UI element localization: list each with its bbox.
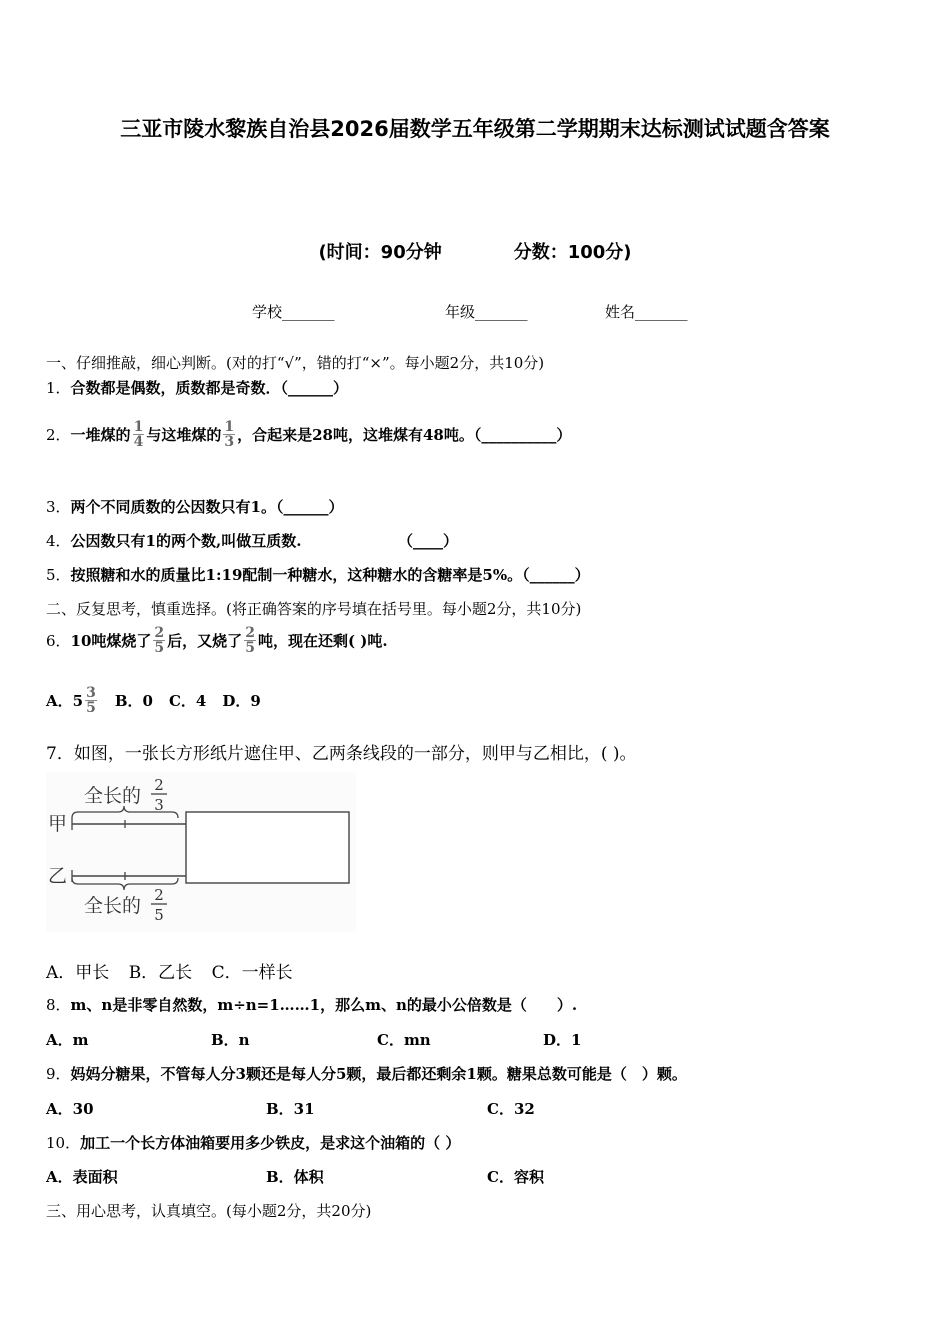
fraction-two-fifths: $\frac{2}{5}$	[154, 624, 165, 656]
yi-label: 乙	[48, 865, 68, 887]
question-text: 加工一个长方体油箱要用多少铁皮，是求这个油箱的（ ）	[80, 1134, 461, 1152]
name-field: 姓名_______	[605, 303, 688, 321]
question-text: m、n是非零自然数，m÷n=1……1，那么m、n的最小公倍数是（ ）.	[70, 996, 578, 1014]
total-score: 分数：100分)	[513, 242, 632, 263]
question-5	[46, 564, 590, 585]
bottom-label-text: 全长的	[84, 895, 142, 917]
question-8	[46, 994, 577, 1015]
option-b: B．0	[114, 691, 153, 710]
section1-heading: 一、仔细推敲，细心判断。(对的打“√”，错的打“×”。每小题2分，共10分)	[46, 354, 545, 372]
question-text: 后，又烧了	[167, 631, 243, 650]
question-text: 妈妈分糖果，不管每人分3颗还是每人分5颗，最后都还剩余1颗。糖果总数可能是（ ）颗。	[70, 1065, 687, 1083]
question-number: 2．	[46, 425, 71, 444]
option-c: C．一样长	[211, 963, 293, 983]
section2-heading: 二、反复思考，慎重选择。(将正确答案的序号填在括号里。每小题2分，共10分)	[46, 600, 582, 618]
question-number: 9．	[46, 1065, 71, 1083]
bottom-fraction-denominator: 5	[154, 906, 164, 924]
segments-diagram	[46, 772, 356, 932]
question-6	[46, 618, 388, 662]
question-9	[46, 1063, 687, 1084]
question-text: 一堆煤的	[70, 425, 131, 444]
question-6-options	[46, 678, 261, 722]
top-fraction-numerator: 2	[154, 776, 164, 794]
question-text: 公因数只有1的两个数,叫做互质数.	[70, 532, 302, 550]
question-number: 8．	[46, 996, 71, 1014]
q9-option-a: A．30	[46, 1100, 94, 1118]
fraction-one-third: $\frac{1}{3}$	[224, 418, 235, 450]
question-number: 3．	[46, 498, 71, 516]
question-2	[46, 412, 571, 456]
question-10	[46, 1132, 460, 1153]
time-limit: (时间：90分钟	[318, 242, 442, 263]
answer-blank: （____）	[398, 532, 459, 550]
q8-option-a: A．m	[46, 1031, 89, 1049]
grade-field: 年级_______	[445, 303, 528, 321]
question-text: 吨，现在还剩( )吨.	[257, 631, 388, 650]
question-3	[46, 496, 344, 517]
question-number: 6．	[46, 631, 71, 650]
question-4	[46, 530, 301, 551]
question-text: 如图，一张长方形纸片遮住甲、乙两条线段的一部分，则甲与乙相比，( )。	[73, 744, 637, 764]
option-a: A．5	[46, 691, 84, 710]
question-text: 10吨煤烧了	[70, 631, 152, 650]
option-c: C．4	[168, 691, 207, 710]
question-number: 7．	[46, 744, 74, 764]
q10-option-a: A．表面积	[46, 1168, 118, 1186]
question-number: 1．	[46, 379, 71, 397]
top-label-text: 全长的	[84, 785, 142, 807]
option-b: B．乙长	[128, 963, 193, 983]
q10-option-c: C．容积	[487, 1168, 544, 1186]
question-number: 10．	[46, 1134, 81, 1152]
option-a: A．甲长	[46, 963, 110, 983]
option-d: D．9	[222, 691, 261, 710]
fraction-two-fifths: $\frac{2}{5}$	[245, 624, 255, 656]
question-7	[46, 739, 637, 764]
question-text: 两个不同质数的公因数只有1。（______）	[70, 498, 344, 516]
question-7-figure	[46, 772, 356, 932]
q8-option-b: B．n	[211, 1031, 250, 1049]
question-text: 合数都是偶数，质数都是奇数．（______）	[70, 379, 349, 397]
question-text: 与这堆煤的	[146, 425, 222, 444]
page-title: 三亚市陵水黎族自治县2026届数学五年级第二学期期末达标测试试题含答案	[120, 117, 830, 141]
fraction-one-quarter: $\frac{1}{4}$	[133, 418, 144, 450]
section3-heading: 三、用心思考，认真填空。(每小题2分，共20分)	[46, 1202, 372, 1220]
q10-option-b: B．体积	[266, 1168, 324, 1186]
q9-option-c: C．32	[487, 1100, 535, 1118]
top-fraction-denominator: 3	[154, 796, 164, 814]
q8-option-d: D．1	[543, 1031, 582, 1049]
question-number: 4．	[46, 532, 71, 550]
question-text: 按照糖和水的质量比1:19配制一种糖水，这种糖水的含糖率是5%。（______）	[70, 566, 590, 584]
question-7-options	[46, 958, 293, 983]
paper-rectangle	[186, 812, 349, 883]
question-text: ，合起来是28吨，这堆煤有48吨。（__________）	[237, 425, 572, 444]
question-number: 5．	[46, 566, 71, 584]
school-field: 学校_______	[252, 303, 335, 321]
question-1	[46, 377, 348, 398]
exam-meta	[0, 238, 950, 264]
fraction-three-fifths: $\frac{3}{5}$	[86, 684, 96, 716]
q9-option-b: B．31	[266, 1100, 315, 1118]
bottom-fraction-numerator: 2	[154, 886, 164, 904]
jia-label: 甲	[48, 813, 68, 835]
q8-option-c: C．mn	[377, 1031, 431, 1049]
